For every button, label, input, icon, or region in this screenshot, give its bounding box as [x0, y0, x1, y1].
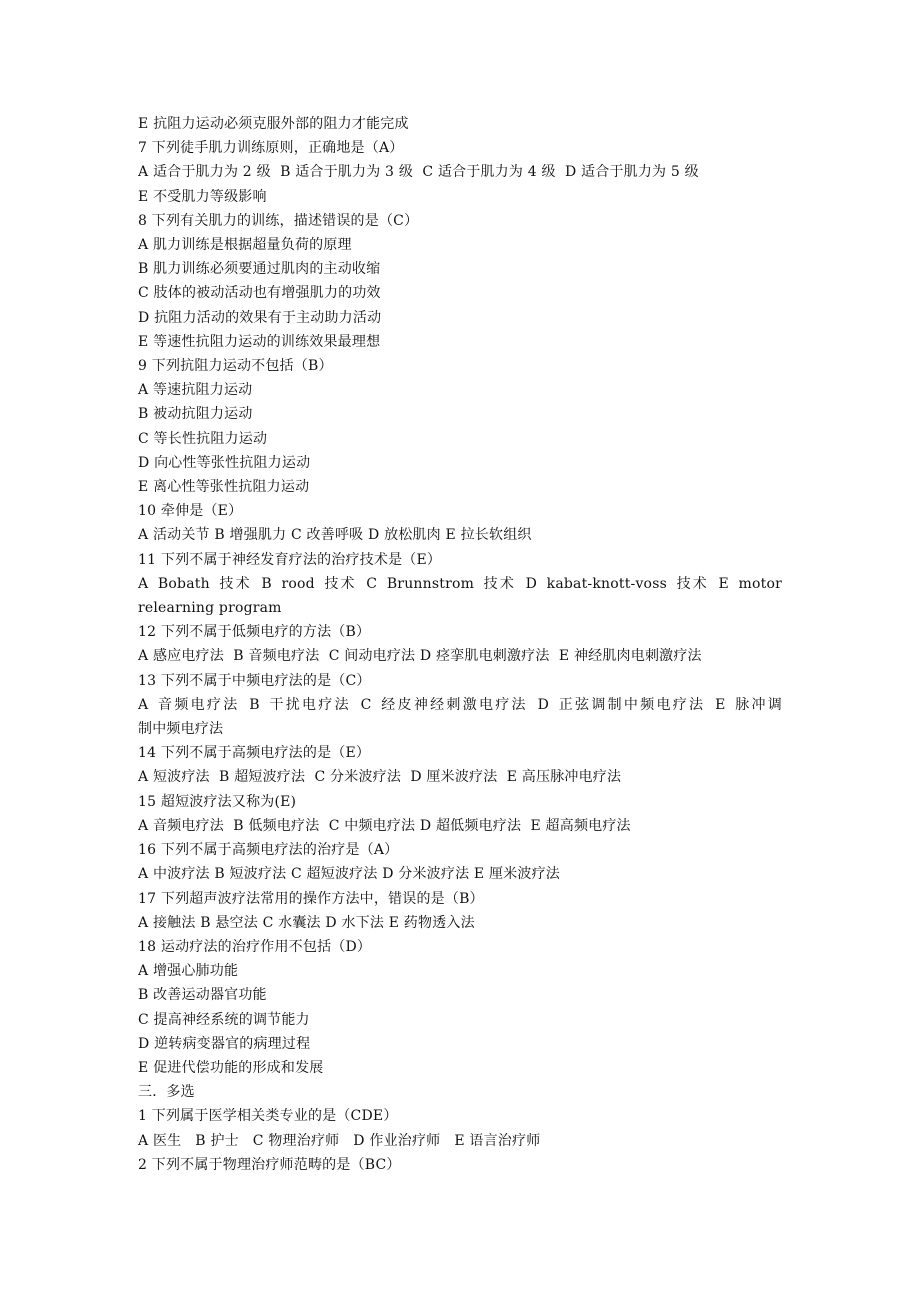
option-line: A 肌力训练是根据超量负荷的原理: [138, 237, 352, 254]
options-line: A 音频电疗法 B 干扰电疗法 C 经皮神经刺激电疗法 D 正弦调制中频电疗法 E 脉冲调: [138, 696, 782, 713]
option-line: B 被动抗阻力运动: [138, 406, 253, 423]
text-line: E 抗阻力运动必须克服外部的阻力才能完成: [138, 116, 409, 132]
option-line: D 向心性等张性抗阻力运动: [138, 454, 311, 471]
options-line: A 音频电疗法 B 低频电疗法 C 中频电疗法 D 超低频电疗法 E 超高频电疗法: [138, 817, 631, 834]
options-line-continued: relearning program: [138, 600, 282, 617]
question-13: 13 下列不属于中频电疗法的是（C）: [138, 672, 371, 689]
option-line: E 离心性等张性抗阻力运动: [138, 479, 310, 496]
options-line: A 短波疗法 B 超短波疗法 C 分米波疗法 D 厘米波疗法 E 高压脉冲电疗法: [138, 769, 622, 786]
question-multi-1: 1 下列属于医学相关类专业的是（CDE）: [138, 1108, 398, 1125]
question-12: 12 下列不属于低频电疗的方法（B）: [138, 624, 371, 641]
question-9: 9 下列抗阻力运动不包括（B）: [138, 358, 333, 375]
options-line-continued: 制中频电疗法: [138, 721, 224, 738]
options-line: A Bobath 技术 B rood 技术 C Brunnstrom 技术 D kabat-knott-voss 技术 E motor: [138, 575, 782, 592]
question-16: 16 下列不属于高频电疗法的治疗是（A）: [138, 842, 399, 859]
options-line: A 医生 B 护士 C 物理治疗师 D 作业治疗师 E 语言治疗师: [138, 1132, 541, 1149]
question-15: 15 超短波疗法又称为(E): [138, 793, 297, 810]
option-line: D 逆转病变器官的病理过程: [138, 1035, 311, 1052]
question-11: 11 下列不属于神经发育疗法的治疗技术是（E）: [138, 551, 442, 568]
question-18: 18 运动疗法的治疗作用不包括（D）: [138, 938, 372, 955]
options-line: A 中波疗法 B 短波疗法 C 超短波疗法 D 分米波疗法 E 厘米波疗法: [138, 866, 561, 883]
options-line: A 活动关节 B 增强肌力 C 改善呼吸 D 放松肌肉 E 拉长软组织: [138, 527, 532, 544]
question-14: 14 下列不属于高频电疗法的是（E）: [138, 745, 371, 762]
option-line: D 抗阻力活动的效果有于主动助力活动: [138, 309, 382, 326]
option-line: A 等速抗阻力运动: [138, 382, 253, 399]
option-line: C 等长性抗阻力运动: [138, 430, 268, 447]
question-17: 17 下列超声波疗法常用的操作方法中，错误的是（B）: [138, 890, 484, 907]
question-multi-2: 2 下列不属于物理治疗师范畴的是（BC）: [138, 1156, 401, 1173]
options-line: A 适合于肌力为 2 级 B 适合于肌力为 3 级 C 适合于肌力为 4 级 D 适合于肌力为 5 级: [138, 164, 699, 181]
option-line: E 等速性抗阻力运动的训练效果最理想: [138, 333, 381, 350]
question-8: 8 下列有关肌力的训练，描述错误的是（C）: [138, 212, 419, 229]
options-line: A 接触法 B 悬空法 C 水囊法 D 水下法 E 药物透入法: [138, 914, 475, 931]
options-line: A 感应电疗法 B 音频电疗法 C 间动电疗法 D 痉挛肌电刺激疗法 E 神经肌肉电刺激疗法: [138, 648, 702, 665]
option-line: E 不受肌力等级影响: [138, 188, 267, 205]
option-line: B 改善运动器官功能: [138, 987, 267, 1004]
option-line: C 提高神经系统的调节能力: [138, 1011, 310, 1028]
question-10: 10 牵伸是（E）: [138, 503, 243, 520]
question-7: 7 下列徒手肌力训练原则，正确地是（A）: [138, 140, 404, 157]
option-line: B 肌力训练必须要通过肌肉的主动收缩: [138, 261, 381, 278]
section-heading: 三．多选: [138, 1084, 195, 1101]
document-page: [138, 112, 782, 1177]
option-line: E 促进代偿功能的形成和发展: [138, 1059, 324, 1076]
option-line: A 增强心肺功能: [138, 963, 239, 980]
option-line: C 肢体的被动活动也有增强肌力的功效: [138, 285, 381, 302]
